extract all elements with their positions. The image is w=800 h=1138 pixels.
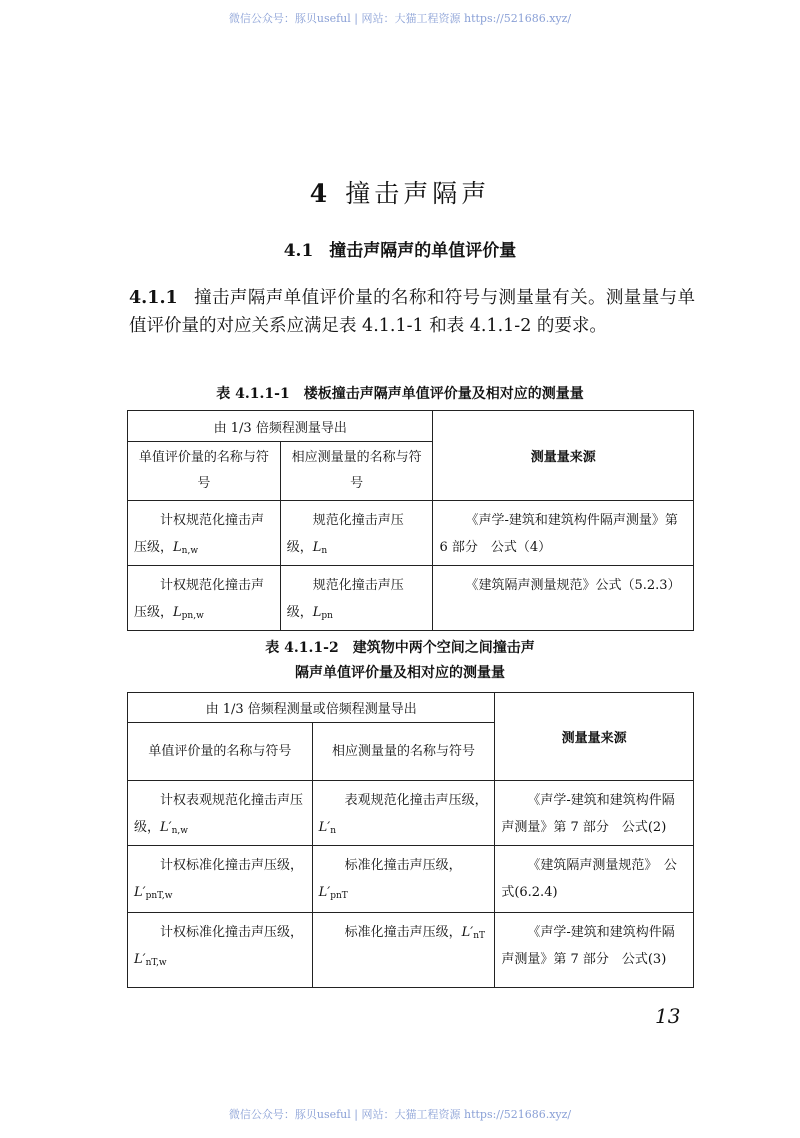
table2-row2-rating: 计权标准化撞击声压级，$L'_{pnT,w}$ [128,846,313,913]
chapter-title: 撞击声隔声 [345,179,491,208]
section-number: 4.1 [283,241,314,261]
table1-row2-source: 《建筑隔声测量规范》公式（5.2.3） [433,566,694,631]
table-row [128,566,694,631]
table2-caption [0,636,800,686]
table1-row1-source: 《声学-建筑和建筑构件隔声测量》第 6 部分 公式（4） [433,501,694,566]
page-number: 13 [655,1004,681,1028]
table2-caption-line2: 隔声单值评价量及相对应的测量量 [295,665,505,681]
table2-header-measure: 相应测量量的名称与符号 [312,723,495,781]
clause-text: 撞击声隔声单值评价量的名称和符号与测量量有关。测量量与单值评价量的对应关系应满足表 4.1.1-1 和表 4.1.1-2 的要求。 [129,288,695,336]
table1-header-rating: 单值评价量的名称与符号 [128,442,281,501]
table-row [128,913,694,988]
table2-row3-measure: 标准化撞击声压级，$L'_{nT}$ [312,913,495,988]
table2-row3-rating: 计权标准化撞击声压级，$L'_{nT,w}$ [128,913,313,988]
table2-header-source: 测量量来源 [495,693,694,781]
chapter-number: 4 [309,179,328,208]
section-heading [0,236,800,261]
table1-header-measure: 相应测量量的名称与符号 [280,442,433,501]
chapter-heading [0,174,800,210]
table2-row1-source: 《声学-建筑和建筑构件隔声测量》第 7 部分 公式(2) [495,781,694,846]
table1-row2-rating: 计权规范化撞击声压级，$L_{pn,w}$ [128,566,281,631]
table1-group-header: 由 1/3 倍频程测量导出 [128,411,433,442]
clause-paragraph [129,284,695,340]
table2-row1-measure: 表观规范化撞击声压级，$L'_n$ [312,781,495,846]
table2-row3-source: 《声学-建筑和建筑构件隔声测量》第 7 部分 公式(3) [495,913,694,988]
table1-caption: 表 4.1.1-1 楼板撞击声隔声单值评价量及相对应的测量量 [216,386,584,402]
table2-row2-source: 《建筑隔声测量规范》 公式(6.2.4) [495,846,694,913]
table2-group-header: 由 1/3 倍频程测量或倍频程测量导出 [128,693,495,723]
table1-row1-rating: 计权规范化撞击声压级，$L_{n,w}$ [128,501,281,566]
watermark-top: 微信公众号：豚贝useful | 网站：大猫工程资源 https://521686.xyz/ [228,12,572,25]
table-row [128,501,694,566]
clause-number: 4.1.1 [129,288,178,308]
table-row [128,781,694,846]
table1-header-source: 测量量来源 [433,411,694,501]
table1-row1-measure: 规范化撞击声压级，$L_n$ [280,501,433,566]
watermark-bottom: 微信公众号：豚贝useful | 网站：大猫工程资源 https://521686.xyz/ [228,1108,572,1121]
table2-header-rating: 单值评价量的名称与符号 [128,723,313,781]
table2-row1-rating: 计权表观规范化撞击声压级，$L'_{n,w}$ [128,781,313,846]
section-title: 撞击声隔声的单值评价量 [329,241,517,261]
table2-caption-line1: 表 4.1.1-2 建筑物中两个空间之间撞击声 [265,640,535,656]
table1 [127,410,694,631]
table1-row2-measure: 规范化撞击声压级，$L_{pn}$ [280,566,433,631]
table2 [127,692,694,988]
table2-row2-measure: 标准化撞击声压级，$L'_{pnT}$ [312,846,495,913]
table-row [128,846,694,913]
